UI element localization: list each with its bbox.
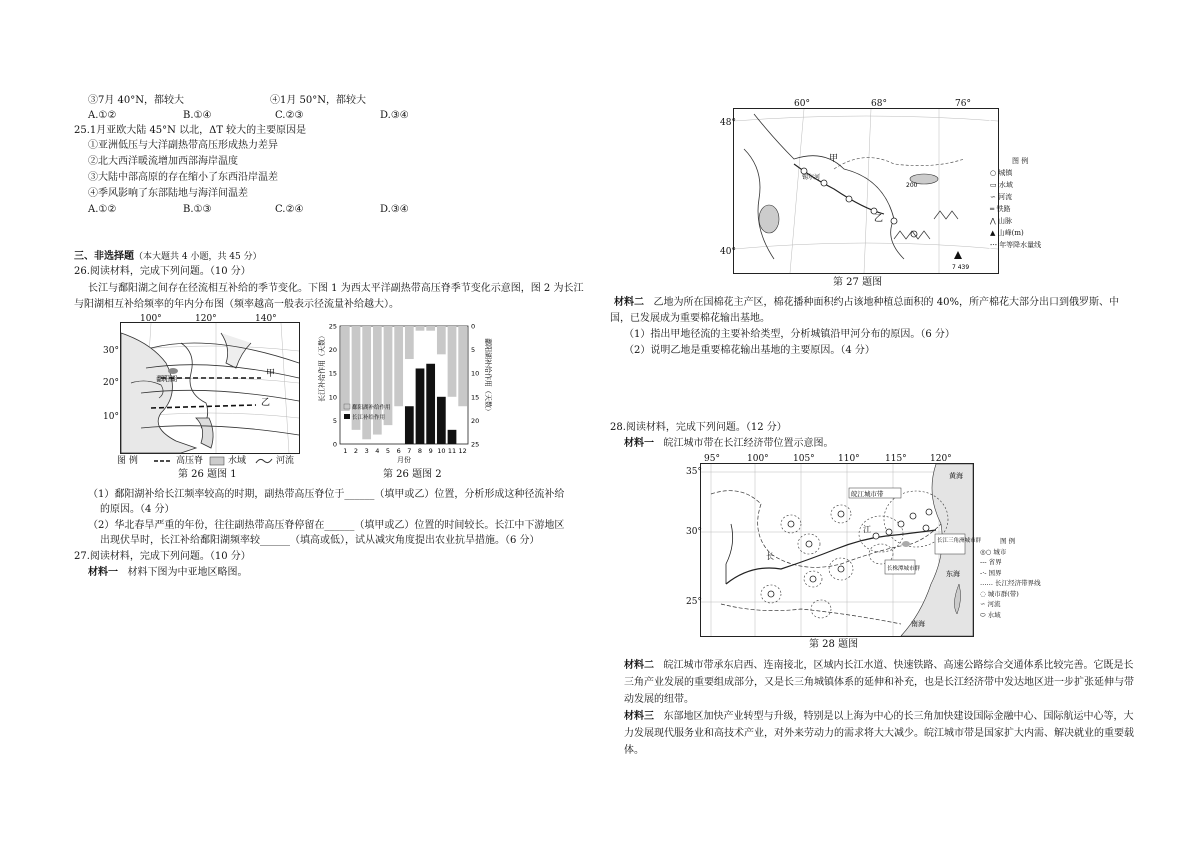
q25-choice-b: B.①③ [183,204,212,215]
bar-changjiang-9 [426,364,435,444]
section-title [74,250,262,264]
y-tick-left: 10 [328,393,337,402]
fig28-label-huanghai: 黄海 [949,472,963,480]
q25-choice-d: D.③④ [380,204,409,215]
fig26-label-yi: 乙 [261,398,271,408]
q26-stem: 26.阅读材料，完成下列问题。（10 分） [74,266,251,277]
q27-material1 [88,566,248,579]
fig28-label-nanhai: 南海 [911,620,925,628]
x-tick-label: 4 [375,447,380,455]
q25-option-4: ④季风影响了东部陆地与海洋间温差 [88,188,248,199]
fig27-lat-48: 48° [720,118,736,128]
fig26-1-map [120,322,300,454]
q26-q1-line1: （1）鄱阳湖补给长江频率较高的时期，副热带高压脊位于______（填甲或乙）位置，分析形成这种径流补给 [88,489,565,500]
fig26-legend-water: 水域 [228,456,247,466]
fig27-legend-item: 河流 [998,193,1013,201]
fig28-legend-row: ⬭ 水域 [980,610,1001,619]
fig28-legend-row: ◎○ 城市 [980,547,1007,556]
fig28-lon-120: 120° [930,454,952,464]
q28-stem: 28.阅读材料，完成下列问题。（12 分） [610,422,787,433]
x-tick-label: 12 [458,447,467,455]
x-tick-label: 7 [407,447,412,455]
q28-material3-text: 东部地区加快产业转型与升级，特别是以上海为中心的长三角加快建设国际金融中心、国际航运中心等，大力发展现代服务业和高技术产业，对外来劳动力的需求将大大减少。皖江城市带是国家扩大内需、解决就业的重要载体。 [624,711,1134,756]
fig28-lon-100: 100° [747,454,769,464]
fig27-lat-40: 40° [720,247,736,257]
fig27-svg [734,109,998,273]
q24-choice-b: B.①④ [183,110,212,121]
chart-ylabel-left: 长江补给作用（天数） [318,332,326,402]
fig28-lat-30: 30° [686,527,702,537]
fig27-legend-row: ∽ 河流 [990,193,1013,201]
fig26-lat-30: 30° [103,346,119,356]
fig26-lon-120: 120° [195,314,217,324]
fig26-label-jia: 甲 [266,369,276,379]
q28-material2 [624,657,1138,708]
fig26-1-svg [121,323,299,453]
bar-poyang-12 [458,326,467,406]
x-tick-label: 10 [437,447,446,455]
x-tick-label: 11 [447,447,457,455]
fig27-legend-item: 铁路 [996,205,1011,213]
fig27-label-200: 200 [906,182,918,189]
q28-material1-text: 皖江城市带在长江经济带位置示意图。 [663,438,834,449]
q27-q1: （1）指出甲地径流的主要补给类型，分析城镇沿甲河分布的原因。（6 分） [624,329,955,340]
fig26-1-caption: 第 26 题图 1 [178,469,237,480]
q27-material2-text: 乙地为所在国棉花主产区，棉花播种面积约占该地种植总面积的 40%，所产棉花大部分出口到俄罗斯、中国，已发展成为重要棉花输出基地。 [610,297,1119,324]
fig27-legend-item: 城镇 [998,169,1013,177]
fig26-2-chart [318,318,490,466]
q24-option-3: ③7月 40°N，都较大 [88,95,185,106]
fig28-label-donghai: 东海 [946,570,960,578]
x-tick-label: 9 [428,447,433,455]
fig26-2-caption: 第 26 题图 2 [383,469,442,480]
bar-poyang-8 [416,326,425,331]
fig28-lon-105: 105° [793,454,815,464]
section-title-text: 三、非选择题 [74,251,134,262]
q28-material2-label: 材料二 [624,660,654,671]
bar-poyang-9 [426,326,435,331]
fig27-legend-title: 图 例 [1012,157,1029,165]
q25-choice-c: C.②④ [275,204,304,215]
legend-label-poyang: 鄱阳湖补给作用 [352,405,391,411]
fig28-legend [980,536,1060,646]
bar-poyang-1 [341,326,350,411]
fig27-legend-item: 水域 [998,181,1013,189]
fig26-legend-river: 河流 [276,456,295,466]
fig26-lon-140: 140° [255,314,277,324]
fig28-caption: 第 28 题图 [809,639,859,650]
y-tick-right: 15 [471,393,480,402]
fig27-legend [990,155,1052,275]
q26-q1-line2: 的原因。（4 分） [100,504,175,515]
q28-material1-label: 材料一 [624,438,654,449]
y-tick-left: 15 [328,369,337,378]
fig27-legend-row: ○ 城镇 [990,169,1013,177]
fig28-legend-title: 图 例 [1000,537,1016,545]
q27-stem: 27.阅读材料，完成下列问题。（10 分） [74,551,251,562]
chart-ylabel-right: 鄱阳湖补给作用（天数） [484,338,492,415]
fig27-lon-68: 68° [871,99,887,109]
y-tick-left: 5 [332,416,337,425]
fig27-legend-row: ═ 铁路 [990,205,1011,213]
x-tick-label: 2 [353,447,359,455]
y-tick-right: 5 [471,346,476,355]
fig28-legend-row: --- 省界 [980,558,1002,566]
bar-changjiang-7 [405,406,414,444]
x-tick-label: 5 [385,447,391,455]
x-tick-label: 1 [343,447,348,455]
q28-material2-text: 皖江城市带承东启西、连南接北，区域内长江水道、快速铁路、高速公路综合交通体系比较完善。它既是长三角产业发展的重要组成部分，又是长三角城镇体系的延伸和补充，也是长江经济带中发达地区进一步扩张延伸与带动发展的纽带。 [624,660,1134,705]
bar-poyang-3 [362,326,371,439]
fig28-label-wanjiang: 皖江城市带 [851,490,884,498]
legend-swatch-changjiang [344,414,350,419]
x-tick-label: 6 [396,447,401,455]
bar-changjiang-11 [448,430,457,444]
fig27-lon-76: 76° [955,99,971,109]
q25-choice-a: A.①② [88,204,117,215]
q26-paragraph: 长江与鄱阳湖之间存在径流相互补给的季节变化。下图 1 为西太平洋副热带高压脊季节变化示意图，图 2 为长江与阳湖相互补给频率的年内分布图（频率越高一般表示径流量补给越大）。 [74,283,584,310]
fig27-legend-item: 山峰(m) [997,229,1024,237]
y-tick-right: 0 [471,322,476,331]
fig27-label-river: 锡尔河 [802,174,821,181]
legend-label-changjiang: 长江补给作用 [352,415,386,421]
fig28-legend-item: 国界 [988,568,1002,577]
y-tick-left: 20 [328,346,337,355]
q28-material1 [624,437,834,450]
q27-material2-label: 材料二 [614,297,644,308]
y-tick-left: 25 [328,322,337,331]
fig28-label-chang: 长 [766,552,774,561]
fig28-legend-row: -·- 国界 [980,568,1002,577]
fig27-caption: 第 27 题图 [833,277,883,288]
fig26-lat-20: 20° [103,378,119,388]
fig28-lon-95: 95° [704,454,720,464]
fig26-legend-title: 图 例 [117,456,138,466]
fig27-lon-60: 60° [794,99,810,109]
q25-option-3: ③大陆中部高原的存在缩小了东西沿岸温差 [88,172,278,183]
fig28-map [700,463,982,637]
q28-material3-label: 材料三 [624,711,654,722]
q25-option-2: ②北大西洋暖流增加西部海岸温度 [88,156,238,167]
fig28-legend-row: ◌ 城市群(带) [980,589,1019,598]
x-tick-label: 3 [364,447,369,455]
bar-poyang-6 [394,326,403,406]
x-tick-label: 8 [417,447,423,455]
fig26-label-poyang: 鄱阳湖 [156,375,177,383]
fig28-svg [701,464,982,636]
fig28-legend-item: 城市群(带) [987,589,1019,598]
q28-material3 [624,708,1138,759]
fig27-legend-row: ▭ 水域 [990,181,1013,189]
q27-material1-text: 材料下图为中亚地区略图。 [127,567,248,578]
fig27-legend-row: -·- 年等降水量线 [990,241,1042,249]
q24-option-4: ④1月 50°N，都较大 [270,95,367,106]
y-tick-left: 0 [332,440,337,449]
fig28-lon-110: 110° [838,454,860,464]
fig28-lat-25: 25° [686,597,702,607]
y-tick-right: 25 [471,440,480,449]
fig26-lat-10: 10° [103,412,119,422]
fig27-label-yi: 乙 [874,214,884,224]
fig28-label-czt: 长株潭城市群 [887,566,921,572]
fig27-legend-row: ⋀ 山脉 [990,217,1012,225]
fig27-legend-item: 年等降水量线 [999,241,1042,249]
fig28-legend-row: …… 长江经济带界线 [980,579,1041,587]
q25-stem: 25.1月亚欧大陆 45°N 以北，ΔT 较大的主要原因是 [74,125,307,136]
fig28-legend-row: ∽ 河流 [980,600,1001,608]
q24-choice-a: A.①② [88,110,117,121]
fig28-legend-item: 城市 [993,547,1007,556]
q24-choice-d: D.③④ [380,110,409,121]
q27-material2 [610,295,1135,327]
q27-q2: （2）说明乙地是重要棉花输出基地的主要原因。（4 分） [624,345,875,356]
fig28-lon-115: 115° [885,454,907,464]
fig27-label-peak: 7 439 [952,264,970,271]
fig28-label-jiang: 江 [863,525,871,534]
fig28-lat-35: 35° [686,467,702,477]
q27-material1-label: 材料一 [88,567,118,578]
chart-plot-area [329,323,480,465]
fig26-lon-100: 100° [140,314,162,324]
fig28-legend-item: 水域 [987,610,1001,619]
fig27-legend-row: ▲ 山峰(m) [990,229,1024,237]
q25-option-1: ①亚洲低压与大洋副热带高压形成热力差异 [88,140,278,151]
bar-poyang-10 [437,326,446,354]
bar-changjiang-8 [416,368,425,444]
fig27-legend-item: 山脉 [997,217,1012,225]
fig26-legend-ridge: 高压脊 [176,456,204,466]
y-tick-right: 20 [471,416,480,425]
fig27-label-jia: 甲 [829,154,839,164]
q24-choice-c: C.②③ [275,110,304,121]
section-note: （本大题共 4 小题，共 45 分） [134,252,262,262]
q26-q2-line2: 出现伏旱时，长江补给鄱阳湖频率较______（填高或低），试从减灾角度提出农业抗旱措施。（6 分） [100,535,540,546]
q26-q2-line1: （2）华北春旱严重的年份，往往副热带高压脊停留在______（填甲或乙）位置的时间较长。长江中下游地区 [88,520,565,531]
legend-swatch-poyang [344,404,350,409]
y-tick-right: 10 [471,369,480,378]
fig27-map [733,108,999,274]
bar-poyang-7 [405,326,414,359]
bar-changjiang-10 [437,397,446,444]
bar-poyang-11 [448,326,457,397]
fig28-legend-item: 省界 [988,558,1002,566]
fig28-legend-item: 长江经济带界线 [995,579,1041,587]
fig28-legend-item: 河流 [987,600,1001,608]
chart-xlabel: 月份 [397,456,411,464]
fig28-label-yrd: 长江三角洲城市群 [937,538,982,544]
